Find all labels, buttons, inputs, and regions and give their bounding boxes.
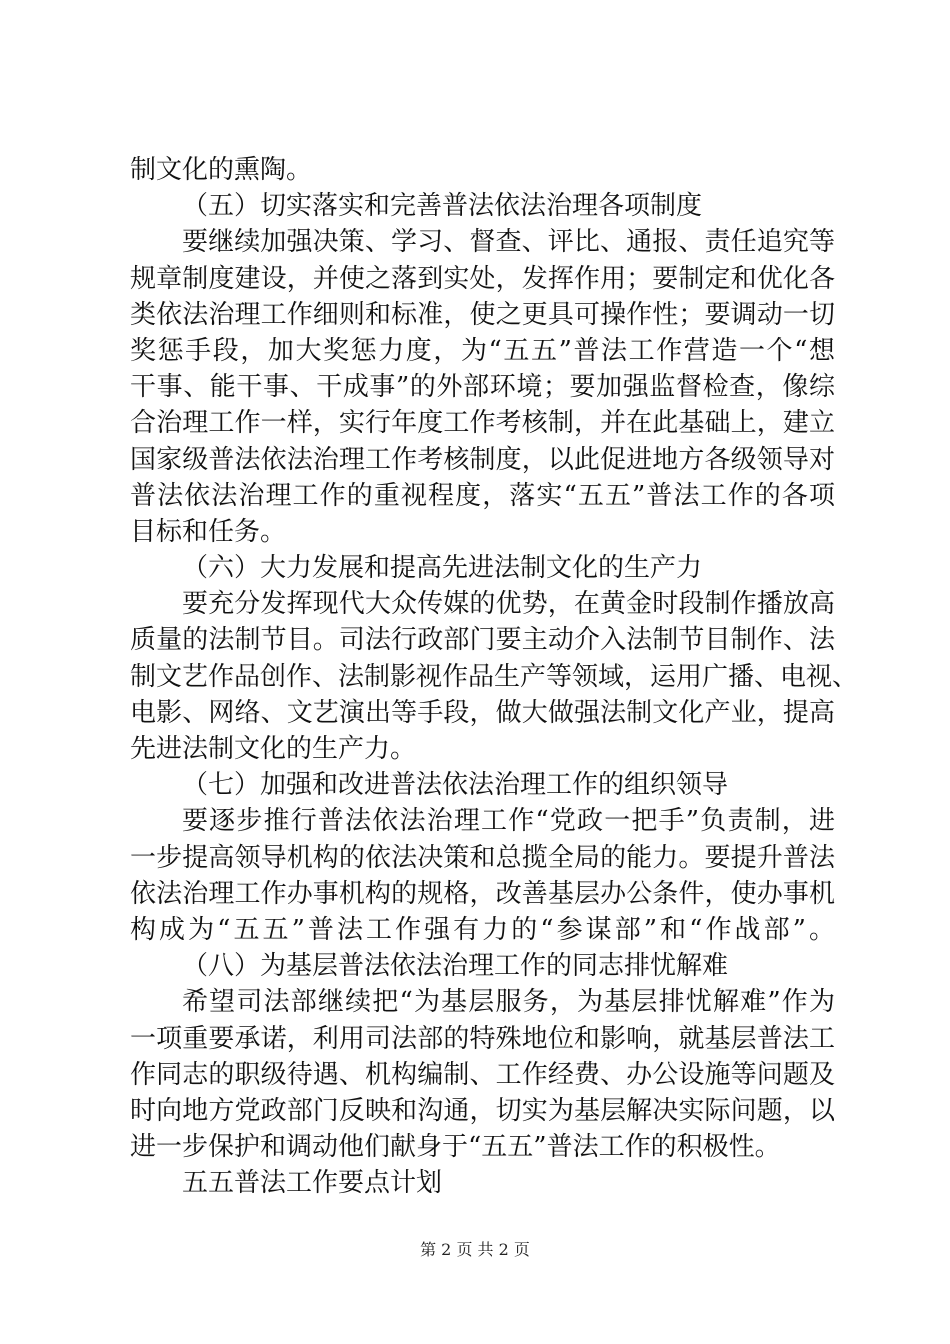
paragraph-line: 一步提高领导机构的依法决策和总揽全局的能力。要提升普法 <box>130 842 835 873</box>
section-heading-5: （五）切实落实和完善普法依法治理各项制度 <box>182 191 703 222</box>
section-heading-8: （八）为基层普法依法治理工作的同志排忧解难 <box>182 951 729 982</box>
paragraph-line: 作同志的职级待遇、机构编制、工作经费、办公设施等问题及 <box>130 1059 835 1090</box>
paragraph-line: 构成为“五五”普法工作强有力的“参谋部”和“作战部”。 <box>130 914 835 945</box>
paragraph-line: 时向地方党政部门反映和沟通，切实为基层解决实际问题，以 <box>130 1095 835 1126</box>
document-body <box>130 152 859 1201</box>
paragraph-line: 要逐步推行普法依法治理工作“党政一把手”负责制，进 <box>182 806 835 837</box>
paragraph-line: 目标和任务。 <box>130 516 287 547</box>
paragraph-line: 先进法制文化的生产力。 <box>130 734 417 764</box>
paragraph-line: 奖惩手段，加大奖惩力度，为“五五”普法工作营造一个“想 <box>130 335 835 366</box>
paragraph-line: 希望司法部继续把“为基层服务，为基层排忧解难”作为 <box>182 987 835 1018</box>
paragraph-line: 质量的法制节目。司法行政部门要主动介入法制节目制作、法 <box>130 625 835 656</box>
page-number-footer: 第 2 页 共 2 页 <box>420 1240 530 1259</box>
paragraph-line: 普法依法治理工作的重视程度，落实“五五”普法工作的各项 <box>130 480 835 511</box>
paragraph-line: 电影、网络、文艺演出等手段，做大做强法制文化产业，提高 <box>130 697 835 728</box>
paragraph-line: 合治理工作一样，实行年度工作考核制，并在此基础上，建立 <box>130 408 835 439</box>
paragraph-line: 要充分发挥现代大众传媒的优势，在黄金时段制作播放高 <box>182 589 835 620</box>
section-heading-6: （六）大力发展和提高先进法制文化的生产力 <box>182 553 703 584</box>
paragraph-line: 国家级普法依法治理工作考核制度，以此促进地方各级领导对 <box>130 444 835 475</box>
paragraph-line: 规章制度建设，并使之落到实处，发挥作用；要制定和优化各 <box>130 263 835 294</box>
paragraph-line: 一项重要承诺，利用司法部的特殊地位和影响，就基层普法工 <box>130 1023 835 1054</box>
closing-title: 五五普法工作要点计划 <box>182 1168 443 1199</box>
section-heading-7: （七）加强和改进普法依法治理工作的组织领导 <box>182 770 729 801</box>
paragraph-line: 要继续加强决策、学习、督查、评比、通报、责任追究等 <box>182 227 835 258</box>
paragraph-line: 干事、能干事、干成事”的外部环境；要加强监督检查，像综 <box>130 372 835 403</box>
paragraph-line: 进一步保护和调动他们献身于“五五”普法工作的积极性。 <box>130 1132 781 1163</box>
paragraph-line: 类依法治理工作细则和标准，使之更具可操作性；要调动一切 <box>130 299 835 330</box>
paragraph-line: 依法治理工作办事机构的规格，改善基层办公条件，使办事机 <box>130 878 835 909</box>
paragraph-line: 制文艺作品创作、法制影视作品生产等领域，运用广播、电视、 <box>130 661 859 692</box>
paragraph-line: 制文化的熏陶。 <box>130 155 313 185</box>
